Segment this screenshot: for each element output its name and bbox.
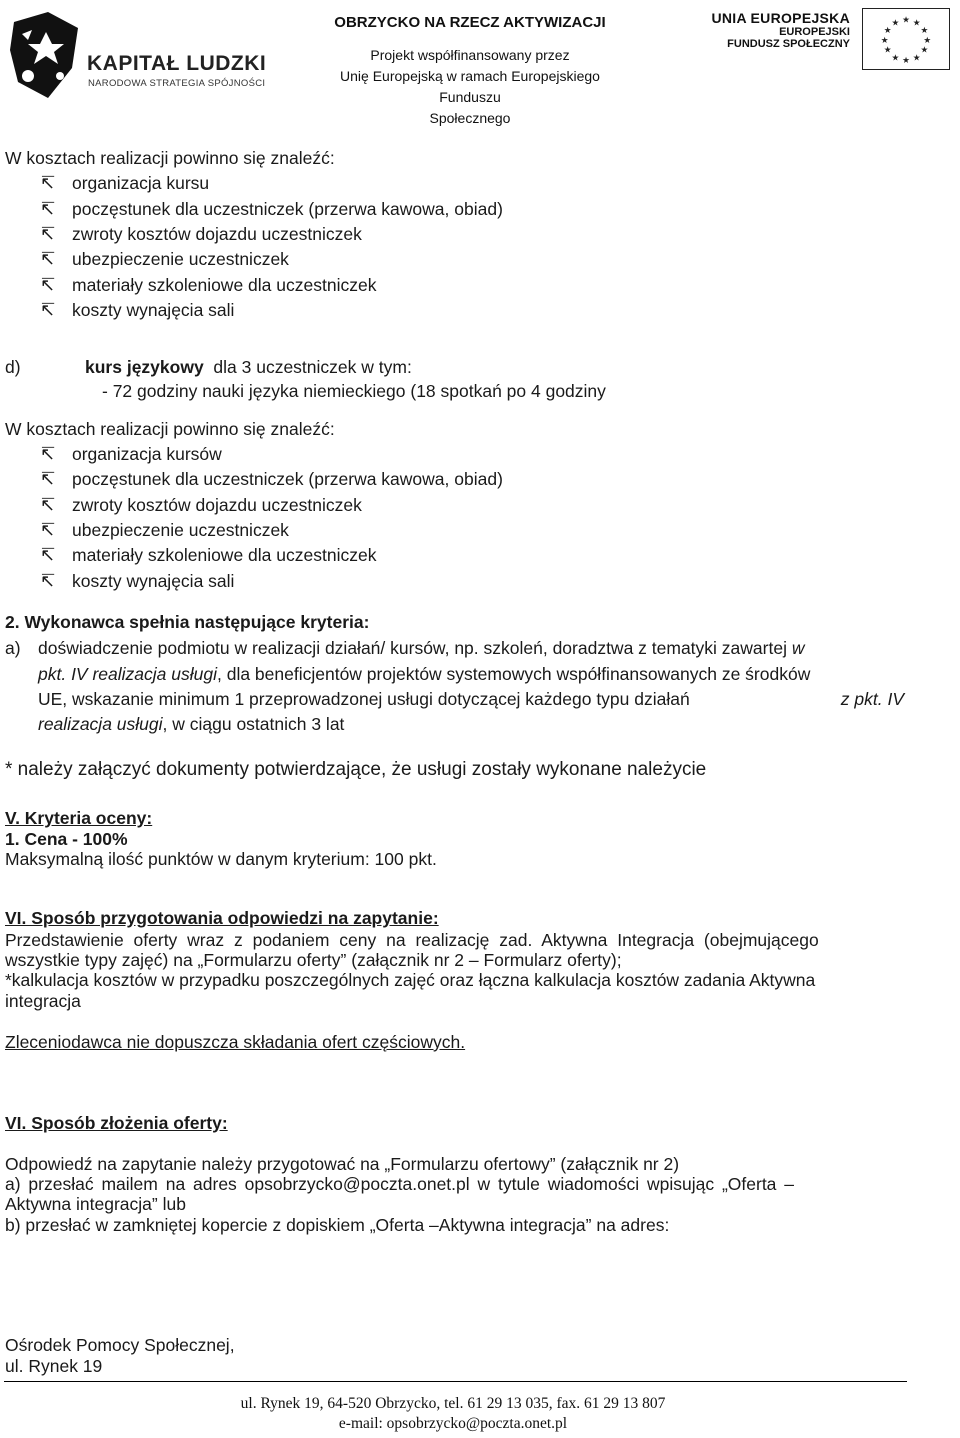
bullet-arrow-icon: ↸ [40, 199, 56, 219]
eu-logo-line3: FUNDUSZ SPOŁECZNY [727, 38, 850, 50]
bullet-arrow-icon: ↸ [40, 444, 56, 464]
list-item: ↸ materiały szkoleniowe dla uczestniczek [40, 275, 377, 295]
criteria-line2: pkt. IV realizacja usługi, dla beneficjentów projektów systemowych współfinansowanych ze środków [38, 664, 811, 684]
project-cofinance-line3: Społecznego [429, 110, 511, 126]
eu-flag-icon [862, 8, 950, 70]
footer-address: ul. Rynek 19, 64-520 Obrzycko, tel. 61 29 13 035, fax. 61 29 13 807 [240, 1395, 666, 1412]
project-cofinance-line2: Unię Europejską w ramach Europejskiego Funduszu [340, 68, 600, 105]
eu-logo-line1: UNIA EUROPEJSKA [711, 10, 850, 26]
submission-line1: Odpowiedź na zapytanie należy przygotować na „Formularzu ofertowy” (załącznik nr 2) [5, 1154, 680, 1174]
eu-logo [711, 8, 952, 72]
submission-line4: b) przesłać w zamkniętej kopercie z dopiskiem „Oferta –Aktywna integracja” na adres: [5, 1215, 670, 1235]
svg-text:★: ★ [880, 35, 889, 46]
bullet-arrow-icon: ↸ [40, 495, 56, 515]
footer-email: e-mail: opsobrzycko@poczta.onet.pl [338, 1415, 568, 1432]
criteria-line1: doświadczenie podmiotu w realizacji działań/ kursów, np. szkoleń, doradztwa z tematyki zawartej w [38, 638, 805, 658]
bullet-arrow-icon: ↸ [40, 300, 56, 320]
bullet-arrow-icon: ↸ [40, 275, 56, 295]
svg-text:★: ★ [902, 15, 910, 26]
svg-text:★: ★ [883, 45, 892, 56]
criteria-item-marker: a) [5, 638, 21, 658]
svg-text:★: ★ [920, 45, 929, 56]
kapital-ludzki-emblem-icon [8, 10, 84, 102]
criteria-note: * należy załączyć dokumenty potwierdzające, że usługi zostały wykonane należycie [5, 759, 707, 780]
page-header [0, 0, 960, 126]
preparation-partial: Zleceniodawca nie dopuszcza składania ofert częściowych. [5, 1032, 466, 1052]
kapital-ludzki-logo [8, 8, 267, 108]
svg-text:★: ★ [923, 35, 932, 46]
bullet-arrow-icon: ↸ [40, 224, 56, 244]
svg-text:★: ★ [912, 53, 921, 64]
list-item: ↸ koszty wynajęcia sali [40, 300, 235, 320]
list-item: ↸ zwroty kosztów dojazdu uczestniczek [40, 495, 362, 515]
bullet-arrow-icon: ↸ [40, 469, 56, 489]
project-info [310, 14, 630, 129]
list-item: ↸ organizacja kursów [40, 444, 222, 464]
svg-text:★: ★ [902, 56, 910, 67]
list-item: ↸ zwroty kosztów dojazdu uczestniczek [40, 224, 362, 244]
list-item: ↸ poczęstunek dla uczestniczek (przerwa kawowa, obiad) [40, 469, 503, 489]
logo-left-title: KAPITAŁ LUDZKI [87, 52, 267, 75]
svg-text:★: ★ [891, 18, 900, 29]
list-item: ↸ ubezpieczenie uczestniczek [40, 249, 289, 269]
criteria-heading: 2. Wykonawca spełnia następujące kryteria: [5, 612, 370, 632]
list-item: ↸ poczęstunek dla uczestniczek (przerwa kawowa, obiad) [40, 199, 503, 219]
submission-line2: a) przesłać mailem na adres opsobrzycko@poczta.onet.pl w tytule wiadomości wpisując „Oferta – [5, 1174, 795, 1194]
svg-text:★: ★ [920, 26, 929, 37]
svg-text:★: ★ [891, 53, 900, 64]
bullet-arrow-icon: ↸ [40, 249, 56, 269]
eu-logo-line2: EUROPEJSKI [779, 26, 850, 38]
costs-intro: W kosztach realizacji powinno się znaleźć: [5, 419, 335, 439]
section-d-marker: d) [5, 357, 21, 377]
evaluation-item: 1. Cena - 100% [5, 829, 128, 849]
preparation-line3: *kalkulacja kosztów w przypadku poszczególnych zajęć oraz łączna kalkulacja kosztów zadania Aktywna [5, 970, 816, 990]
eu-logo-text [711, 10, 850, 50]
preparation-line2: wszystkie typy zajęć) na „Formularzu oferty” (załącznik nr 2 – Formularz oferty); [5, 950, 622, 970]
costs-intro: W kosztach realizacji powinno się znaleźć: [5, 148, 335, 168]
address-line1: Ośrodek Pomocy Społecznej, [5, 1335, 235, 1355]
bullet-arrow-icon: ↸ [40, 545, 56, 565]
submission-line3: Aktywna integracja” lub [5, 1194, 186, 1214]
preparation-line4: integracja [5, 991, 81, 1011]
project-cofinance-line1: Projekt współfinansowany przez [370, 47, 570, 63]
bullet-arrow-icon: ↸ [40, 571, 56, 591]
submission-heading: VI. Sposób złożenia oferty: [5, 1113, 228, 1133]
address-line2: ul. Rynek 19 [5, 1356, 103, 1376]
bullet-arrow-icon: ↸ [40, 173, 56, 193]
bullet-arrow-icon: ↸ [40, 520, 56, 540]
preparation-heading: VI. Sposób przygotowania odpowiedzi na zapytanie: [5, 908, 439, 928]
footer-divider [4, 1381, 907, 1382]
criteria-line4: realizacja usługi, w ciągu ostatnich 3 lat [38, 714, 345, 734]
evaluation-heading: V. Kryteria oceny: [5, 808, 153, 828]
section-d-sub: - 72 godziny nauki języka niemieckiego (18 spotkań po 4 godziny [102, 381, 606, 401]
svg-text:★: ★ [883, 26, 892, 37]
list-item: ↸ organizacja kursu [40, 173, 210, 193]
list-item: ↸ ubezpieczenie uczestniczek [40, 520, 289, 540]
project-title: OBRZYCKO NA RZECZ AKTYWIZACJI [334, 14, 606, 31]
list-item: ↸ koszty wynajęcia sali [40, 571, 235, 591]
logo-left-subtitle: NARODOWA STRATEGIA SPÓJNOŚCI [88, 78, 266, 89]
page-footer [0, 1394, 906, 1434]
section-d-title: kurs językowy dla 3 uczestniczek w tym: [85, 357, 412, 377]
criteria-line3: UE, wskazanie minimum 1 przeprowadzonej usługi dotyczącej każdego typu działań z pkt. IV [38, 689, 904, 709]
preparation-line1: Przedstawienie oferty wraz z podaniem ceny na realizację zad. Aktywna Integracja (obejmującego [5, 930, 819, 950]
svg-text:★: ★ [912, 18, 921, 29]
evaluation-max: Maksymalną ilość punktów w danym kryterium: 100 pkt. [5, 849, 437, 869]
list-item: ↸ materiały szkoleniowe dla uczestniczek [40, 545, 377, 565]
